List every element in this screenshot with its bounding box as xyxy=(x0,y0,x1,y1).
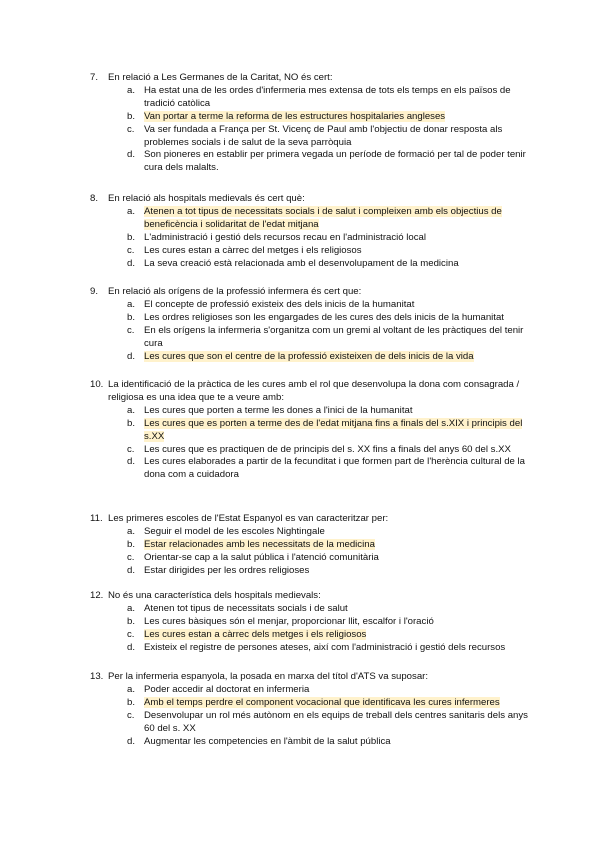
option-a xyxy=(127,206,530,232)
option-c xyxy=(127,629,530,642)
option-a xyxy=(127,85,530,111)
option-text: Ha estat una de les ordes d'infermeria mes extensa de tots els temps en els països de tradició catòlica xyxy=(144,84,511,109)
option-letter: d. xyxy=(127,641,136,653)
question-text: Per la infermeria espanyola, la posada en marxa del títol d'ATS va suposar: xyxy=(108,671,429,682)
option-letter: a. xyxy=(127,683,136,695)
option-c xyxy=(127,325,530,351)
question-text: No és una característica dels hospitals medievals: xyxy=(108,590,321,601)
option-a xyxy=(127,299,530,312)
option-text: Atenen tot tipus de necessitats socials i de salut xyxy=(144,602,348,614)
question-number: 12. xyxy=(90,590,104,601)
option-text: En els orígens la infermeria s'organitza com un gremi al voltant de les pràctiques del tenir cura xyxy=(144,324,524,349)
question-13 xyxy=(90,671,530,748)
option-c xyxy=(127,124,530,150)
option-letter: b. xyxy=(127,696,136,708)
option-letter: a. xyxy=(127,84,136,96)
option-letter: a. xyxy=(127,404,136,416)
highlighted-answer: Les cures estan a càrrec dels metges i els religiosos xyxy=(144,628,367,640)
option-letter: b. xyxy=(127,110,136,122)
option-text: Orientar-se cap a la salut pública i l'atenció comunitària xyxy=(144,551,379,563)
option-letter: a. xyxy=(127,525,136,537)
option-letter: d. xyxy=(127,257,136,269)
option-b xyxy=(127,616,530,629)
option-letter: d. xyxy=(127,456,136,468)
option-b xyxy=(127,539,530,552)
option-c xyxy=(127,552,530,565)
option-d xyxy=(127,565,530,578)
highlighted-answer: Van portar a terme la reforma de les estructures hospitalaries angleses xyxy=(144,110,446,122)
question-text: En relació als orígens de la professió infermera és cert que: xyxy=(108,286,362,297)
option-letter: c. xyxy=(127,443,135,455)
option-letter: a. xyxy=(127,205,136,217)
question-text: En relació a Les Germanes de la Caritat, NO és cert: xyxy=(108,72,333,83)
option-b xyxy=(127,697,530,710)
option-letter: c. xyxy=(127,551,135,563)
option-text: Les cures elaborades a partir de la fecunditat i que formen part de l'herència cultural de la dona com a cuidadora xyxy=(144,456,526,481)
option-text: La seva creació està relacionada amb el desenvolupament de la medicina xyxy=(144,257,459,269)
option-text: Les cures estan a càrrec del metges i els religiosos xyxy=(144,244,362,256)
option-text: L'administració i gestió dels recursos recau en l'administració local xyxy=(144,231,427,243)
highlighted-answer: Estar relacionades amb les necessitats de la medicina xyxy=(144,538,375,550)
question-10 xyxy=(90,379,530,482)
highlighted-answer: Amb el temps perdre el component vocacional que identificava les cures infermeres xyxy=(144,696,500,708)
option-text: Poder accedir al doctorat en infermeria xyxy=(144,683,310,695)
option-text: El concepte de professió existeix des dels inicis de la humanitat xyxy=(144,298,415,310)
option-text: Les cures que es practiquen de de principis del s. XX fins a finals del anys 60 del s.XX xyxy=(144,443,511,455)
option-d xyxy=(127,736,530,749)
option-d xyxy=(127,456,530,482)
option-letter: c. xyxy=(127,709,135,721)
question-text: La identificació de la pràctica de les cures amb el rol que desenvolupa la dona com consagrada / religiosa es una idea que te a veure amb: xyxy=(108,379,520,403)
question-text: Les primeres escoles de l'Estat Espanyol es van caracteritzar per: xyxy=(108,513,389,524)
highlighted-answer: Les cures que son el centre de la professió existeixen de dels inicis de la vida xyxy=(144,350,474,362)
question-12 xyxy=(90,590,530,655)
question-number: 9. xyxy=(90,286,99,297)
option-text: Les cures bàsiques són el menjar, proporcionar llit, escalfor i l'oració xyxy=(144,615,434,627)
option-text: Augmentar les competencies en l'àmbit de la salut pública xyxy=(144,735,391,747)
option-letter: c. xyxy=(127,324,135,336)
question-7 xyxy=(90,72,530,175)
option-letter: b. xyxy=(127,615,136,627)
question-8 xyxy=(90,193,530,270)
question-number: 11. xyxy=(90,513,103,524)
question-number: 7. xyxy=(90,72,99,83)
option-text: Seguir el model de les escoles Nightingale xyxy=(144,525,325,537)
option-letter: d. xyxy=(127,564,136,576)
option-c xyxy=(127,245,530,258)
option-a xyxy=(127,526,530,539)
question-text: En relació als hospitals medievals és cert què: xyxy=(108,193,305,204)
option-b xyxy=(127,418,530,444)
option-d xyxy=(127,258,530,271)
highlighted-answer: Atenen a tot tipus de necessitats socials i de salut i compleixen amb els objectius de beneficència i solidaritat de l'edat mitjana xyxy=(144,205,502,230)
question-number: 13. xyxy=(90,671,104,682)
option-b xyxy=(127,312,530,325)
option-text: Existeix el registre de persones ateses, així com l'administració i gestió dels recursos xyxy=(144,641,506,653)
option-letter: b. xyxy=(127,417,136,429)
option-letter: b. xyxy=(127,311,136,323)
option-b xyxy=(127,111,530,124)
option-text: Les ordres religioses son les engargades de les cures des dels inicis de la humanitat xyxy=(144,311,504,323)
option-letter: c. xyxy=(127,123,135,135)
option-d xyxy=(127,642,530,655)
option-d xyxy=(127,149,530,175)
option-letter: b. xyxy=(127,231,136,243)
option-d xyxy=(127,351,530,364)
option-text: Les cures que porten a terme les dones a l'inici de la humanitat xyxy=(144,404,413,416)
option-letter: d. xyxy=(127,149,136,161)
option-a xyxy=(127,603,530,616)
option-letter: a. xyxy=(127,298,136,310)
option-letter: d. xyxy=(127,735,136,747)
option-letter: d. xyxy=(127,350,136,362)
question-number: 10. xyxy=(90,379,104,390)
question-number: 8. xyxy=(90,193,99,204)
option-text: Son pioneres en establir per primera vegada un període de formació per tal de poder tenir cura dels malalts. xyxy=(144,149,526,174)
option-letter: c. xyxy=(127,628,135,640)
option-text: Desenvolupar un rol més autònom en els equips de treball dels centres sanitaris dels anys 60 del s. XX xyxy=(144,709,528,734)
option-c xyxy=(127,444,530,457)
option-letter: a. xyxy=(127,602,136,614)
option-c xyxy=(127,710,530,736)
option-a xyxy=(127,405,530,418)
option-letter: b. xyxy=(127,538,136,550)
option-text: Va ser fundada a França per St. Vicenç de Paul amb l'objectiu de donar resposta als problemes socials i de salut de la seva parròquia xyxy=(144,123,503,148)
question-11 xyxy=(90,513,530,578)
option-a xyxy=(127,684,530,697)
option-letter: c. xyxy=(127,244,135,256)
option-b xyxy=(127,232,530,245)
question-9 xyxy=(90,286,530,363)
option-text: Estar dirigides per les ordres religioses xyxy=(144,564,310,576)
highlighted-answer: Les cures que es porten a terme des de l'edat mitjana fins a finals del s.XIX i principis del s.XX xyxy=(144,417,523,442)
